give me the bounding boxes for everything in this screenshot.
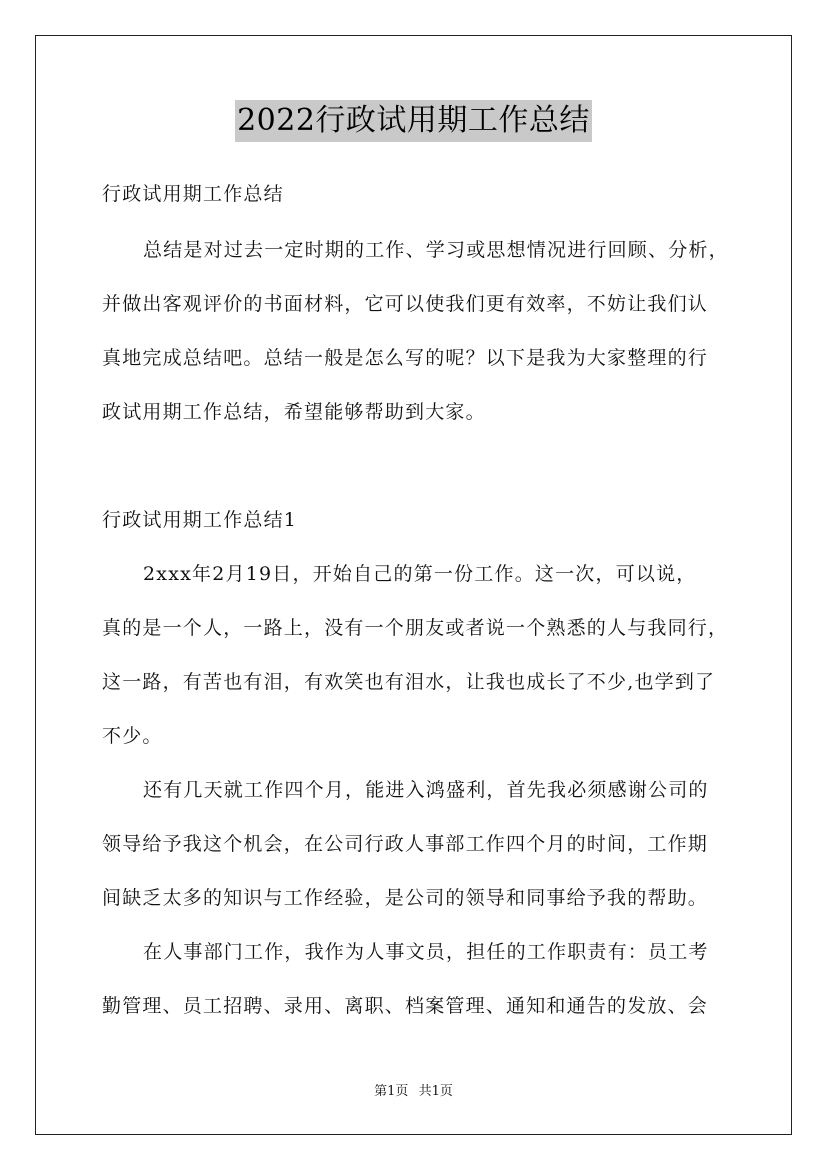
section-heading: 行政试用期工作总结: [102, 183, 284, 205]
page-total: 共1页: [418, 1084, 453, 1099]
paragraph-line: 领导给予我这个机会，在公司行政人事部工作四个月的时间，工作期: [102, 833, 709, 855]
paragraph-line: 还有几天就工作四个月，能进入鸿盛利，首先我必须感谢公司的: [143, 779, 709, 801]
paragraph-line: 政试用期工作总结，希望能够帮助到大家。: [102, 401, 486, 423]
paragraph-line: 真的是一个人，一路上，没有一个朋友或者说一个熟悉的人与我同行，: [102, 617, 729, 639]
page-footer: [0, 1083, 827, 1101]
paragraph-line: 并做出客观评价的书面材料，它可以使我们更有效率，不妨让我们认: [102, 293, 709, 315]
paragraph-line: 间缺乏太多的知识与工作经验，是公司的领导和同事给予我的帮助。: [102, 887, 709, 909]
paragraph-line: 勤管理、员工招聘、录用、离职、档案管理、通知和通告的发放、会: [102, 995, 709, 1017]
title-container: [0, 100, 827, 142]
document-title: 2022行政试用期工作总结: [235, 100, 592, 142]
paragraph-line: 2xxx年2月19日，开始自己的第一份工作。这一次，可以说，: [143, 563, 697, 585]
paragraph-line: 这一路，有苦也有泪，有欢笑也有泪水，让我也成长了不少,也学到了: [102, 671, 716, 693]
section-heading: 行政试用期工作总结1: [102, 509, 298, 531]
paragraph-line: 真地完成总结吧。总结一般是怎么写的呢？以下是我为大家整理的行: [102, 347, 709, 369]
page-number: 第1页: [374, 1084, 409, 1099]
paragraph-line: 不少。: [102, 725, 163, 747]
paragraph-line: 在人事部门工作，我作为人事文员，担任的工作职责有：员工考: [143, 941, 709, 963]
paragraph-line: 总结是对过去一定时期的工作、学习或思想情况进行回顾、分析，: [143, 239, 729, 261]
